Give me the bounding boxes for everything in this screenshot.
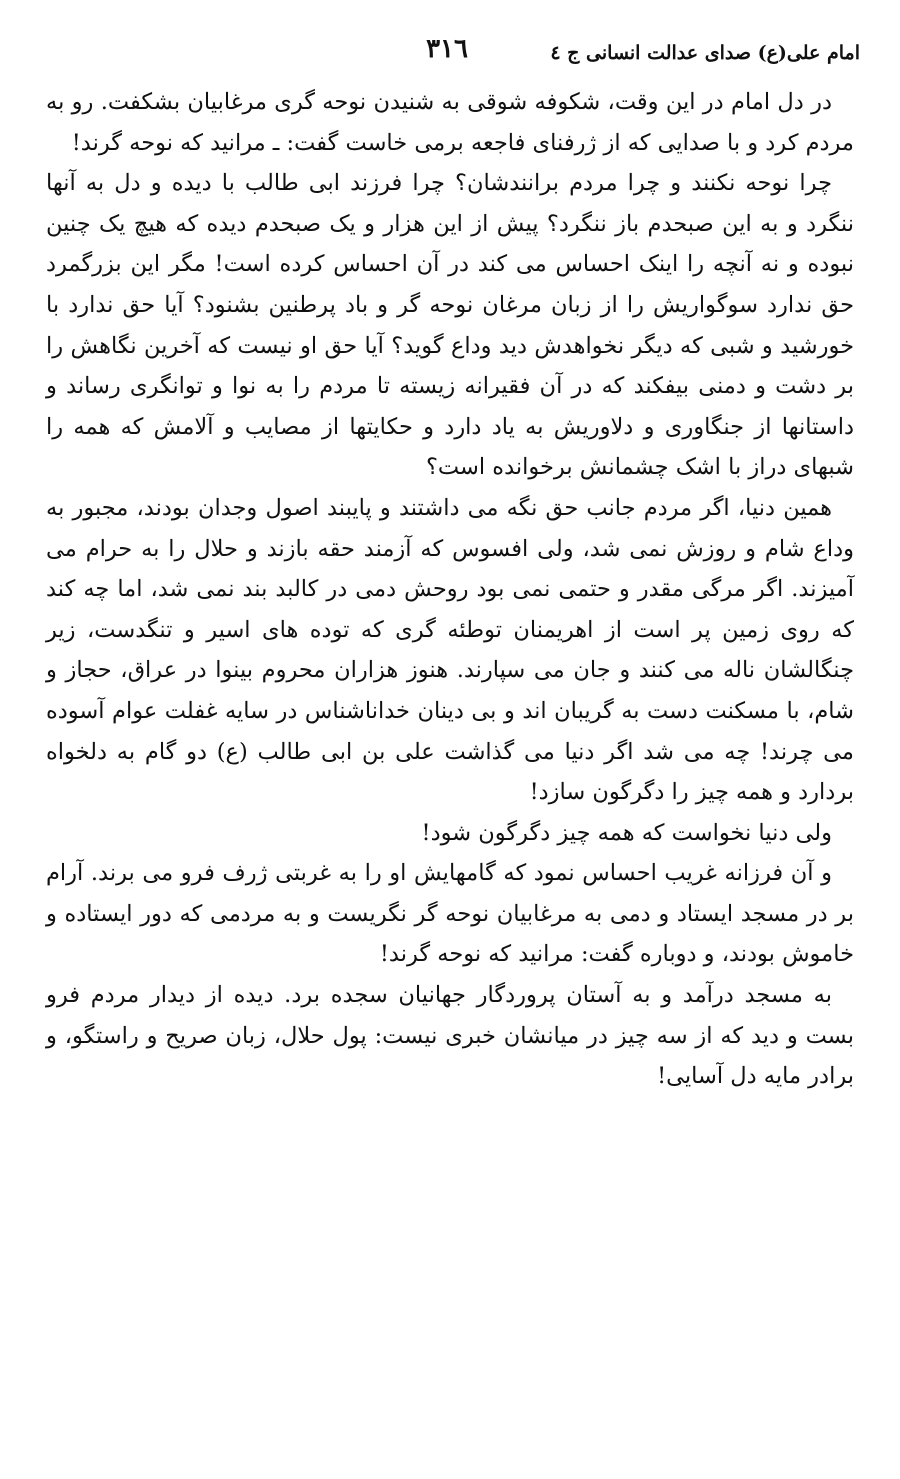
page-number: ٣١٦: [426, 34, 468, 64]
paragraph: و آن فرزانه غریب احساس نمود که گامهایش او را به غربتی ژرف فرو می برند. آرام بر در مسجد ایستاد و دمی به مرغابیان نوحه گر نگریست و به مردمی که دور ایستاده و خاموش بودند، و دوباره گفت: مرانید که نوحه گرند!: [46, 860, 854, 968]
paragraph: به مسجد درآمد و به آستان پروردگار جهانیان سجده برد. دیده از دیدار مردم فرو بست و دید که از سه چیز در میانشان خبری نیست: پول حلال، زبان صریح و راستگو، و برادر مایه دل آسایی!: [46, 982, 854, 1090]
paragraph: در دل امام در این وقت، شکوفه شوقی به شنیدن نوحه گری مرغابیان بشکفت. رو به مردم کرد و با صدایی که از ژرفنای فاجعه برمی خاست گفت: ـ مرانید که نوحه گرند!: [46, 89, 854, 156]
paragraph: چرا نوحه نکنند و چرا مردم برانندشان؟ چرا فرزند ابی طالب با دیده و دل به آنها ننگرد و به این صبحدم باز ننگرد؟ پیش از این هزار و یک صبحدم دیده که هیچ یک چنین نبوده و نه آنچه را اینک احساس می کند در آن احساس کرده است! مگر این بزرگمرد حق ندارد سوگواریش را از زبان مرغان نوحه گر و باد پرطنین بشنود؟ آیا حق ندارد با خورشید و شبی که دیگر نخواهدش دید وداع گوید؟ آیا حق او نیست که آخرین نگاهش را بر دشت و دمنی بیفکند که در آن فقیرانه زیسته تا مردم را به نوا و توانگری رساند و داستانها از جنگاوری و دلاوریش به یاد دارد و حکایتها از مصایب و آلامش که همه را شبهای دراز با اشک چشمانش برخوانده است؟: [46, 170, 854, 481]
page-header: [40, 34, 860, 74]
paragraph: ولی دنیا نخواست که همه چیز دگرگون شود!: [421, 819, 832, 846]
running-head: امام علی(ع) صدای عدالت انسانی ج ٤: [550, 42, 860, 64]
body-text: [46, 82, 854, 1097]
paragraph: همین دنیا، اگر مردم جانب حق نگه می داشتند و پایبند اصول وجدان بودند، مجبور به وداع شام و روزش نمی شد، ولی افسوس که آزمند حقه بازند و حلال را به حرام می آمیزند. اگر مرگی مقدر و حتمی نمی بود روحش دمی در کالبد بند نمی شد، اما چه کند که روی زمین پر است از اهریمنان توطئه گری که توده های اسیر و تنگدست، زیر چنگالشان ناله می کنند و جان می سپارند. هنوز هزاران محروم بینوا در عراق، حجاز و شام، با مسکنت دست به گریبان اند و بی دینان خداناشناس در سایه غفلت عوام آسوده می چرند! چه می شد اگر دنیا می گذاشت علی بن ابی طالب (ع) دو گام به دلخواه بردارد و همه چیز را دگرگون سازد!: [46, 494, 854, 806]
